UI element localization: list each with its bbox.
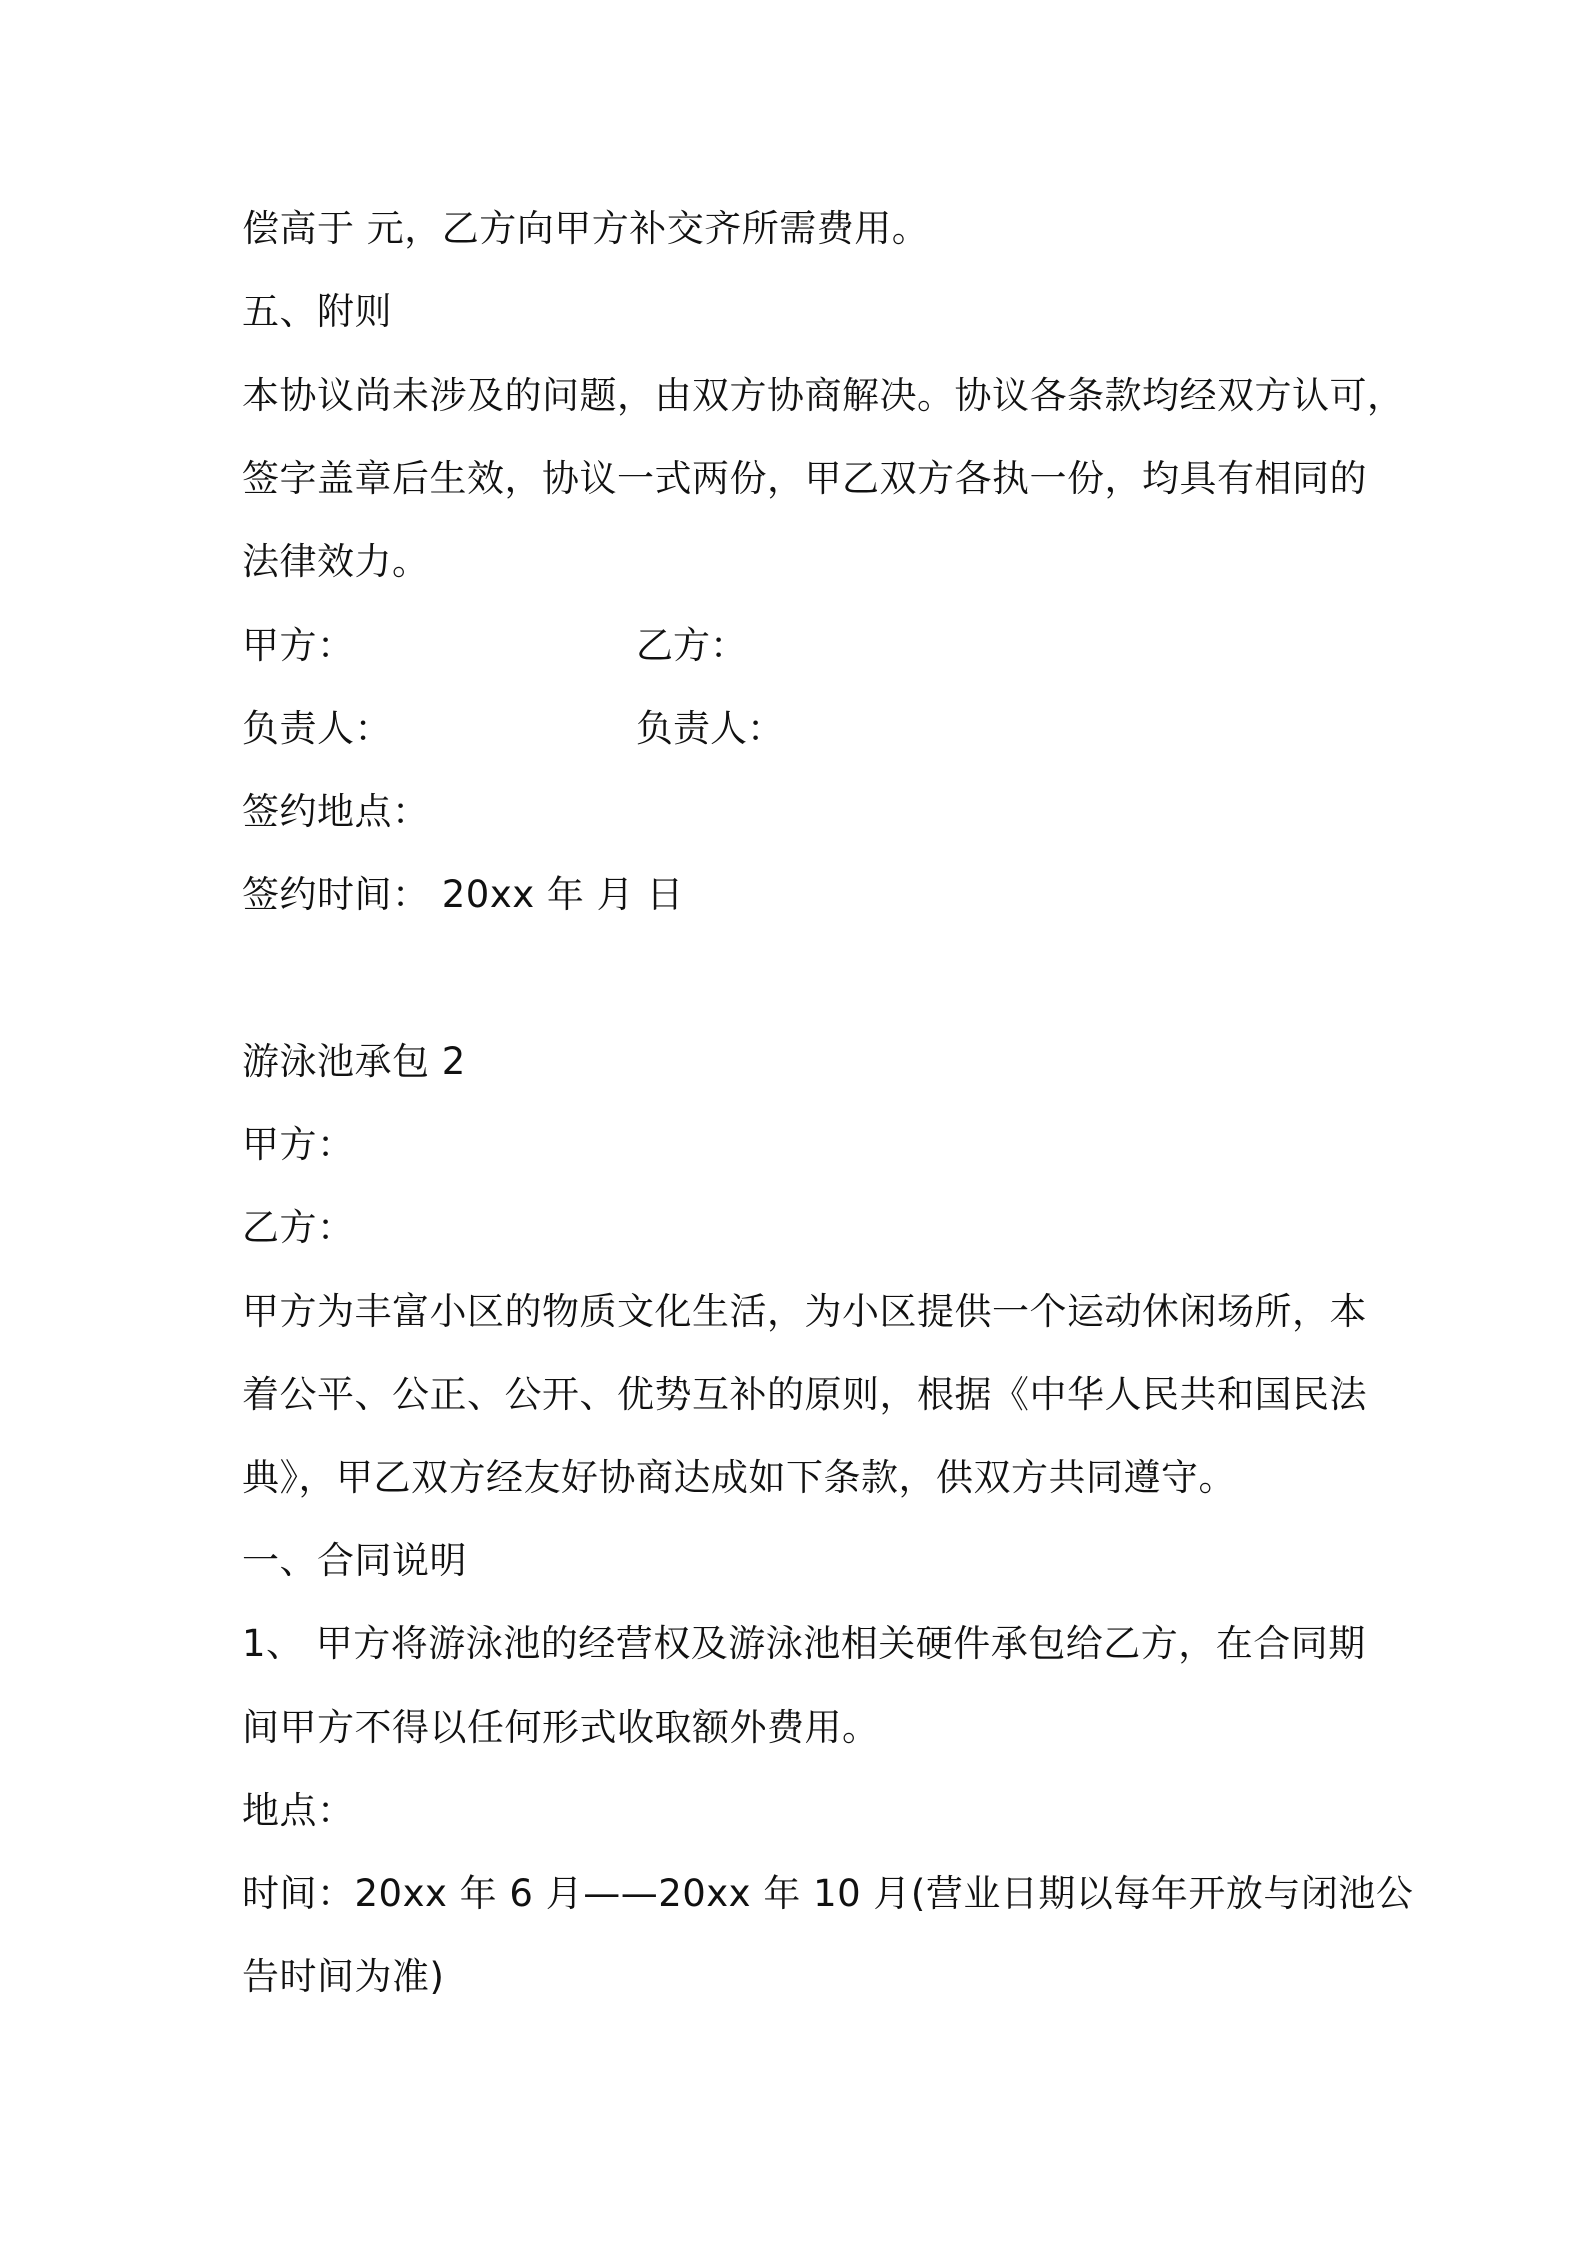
text-line: 着公平、公正、公开、优势互补的原则，根据《中华人民共和国民法: [242, 1373, 1367, 1416]
text-line: 甲方为丰富小区的物质文化生活，为小区提供一个运动休闲场所，本: [242, 1290, 1367, 1333]
signature-rep-a: 负责人：: [242, 707, 392, 750]
text-line: 甲方：: [242, 1123, 355, 1166]
text-line: 1、 甲方将游泳池的经营权及游泳池相关硬件承包给乙方，在合同期: [242, 1622, 1366, 1665]
text-line: 间甲方不得以任何形式收取额外费用。: [242, 1706, 880, 1749]
signature-party-b: 乙方：: [636, 624, 747, 667]
text-line: 乙方：: [242, 1206, 355, 1249]
signature-time: 签约时间： 20xx 年 月 日: [242, 873, 684, 916]
text-line: 时间：20xx 年 6 月——20xx 年 10 月(营业日期以每年开放与闭池公: [242, 1872, 1414, 1915]
text-line: 告时间为准): [242, 1955, 445, 1998]
section-heading: 一、合同说明: [242, 1539, 467, 1582]
text-line: 偿高于 元，乙方向甲方补交齐所需费用。: [242, 207, 930, 250]
text-line: 法律效力。: [242, 540, 430, 583]
text-line: 典》，甲乙双方经友好协商达成如下条款，供双方共同遵守。: [242, 1456, 1236, 1499]
section-heading: 五、附则: [242, 290, 392, 333]
signature-party-a: 甲方：: [242, 624, 355, 667]
text-line: 地点：: [242, 1789, 355, 1832]
signature-rep-b: 负责人：: [636, 707, 784, 750]
document-title: 游泳池承包 2: [242, 1040, 466, 1083]
signature-place: 签约地点：: [242, 790, 430, 833]
text-line: 签字盖章后生效，协议一式两份，甲乙双方各执一份，均具有相同的: [242, 457, 1367, 500]
text-line: 本协议尚未涉及的问题，由双方协商解决。协议各条款均经双方认可，: [242, 374, 1405, 417]
